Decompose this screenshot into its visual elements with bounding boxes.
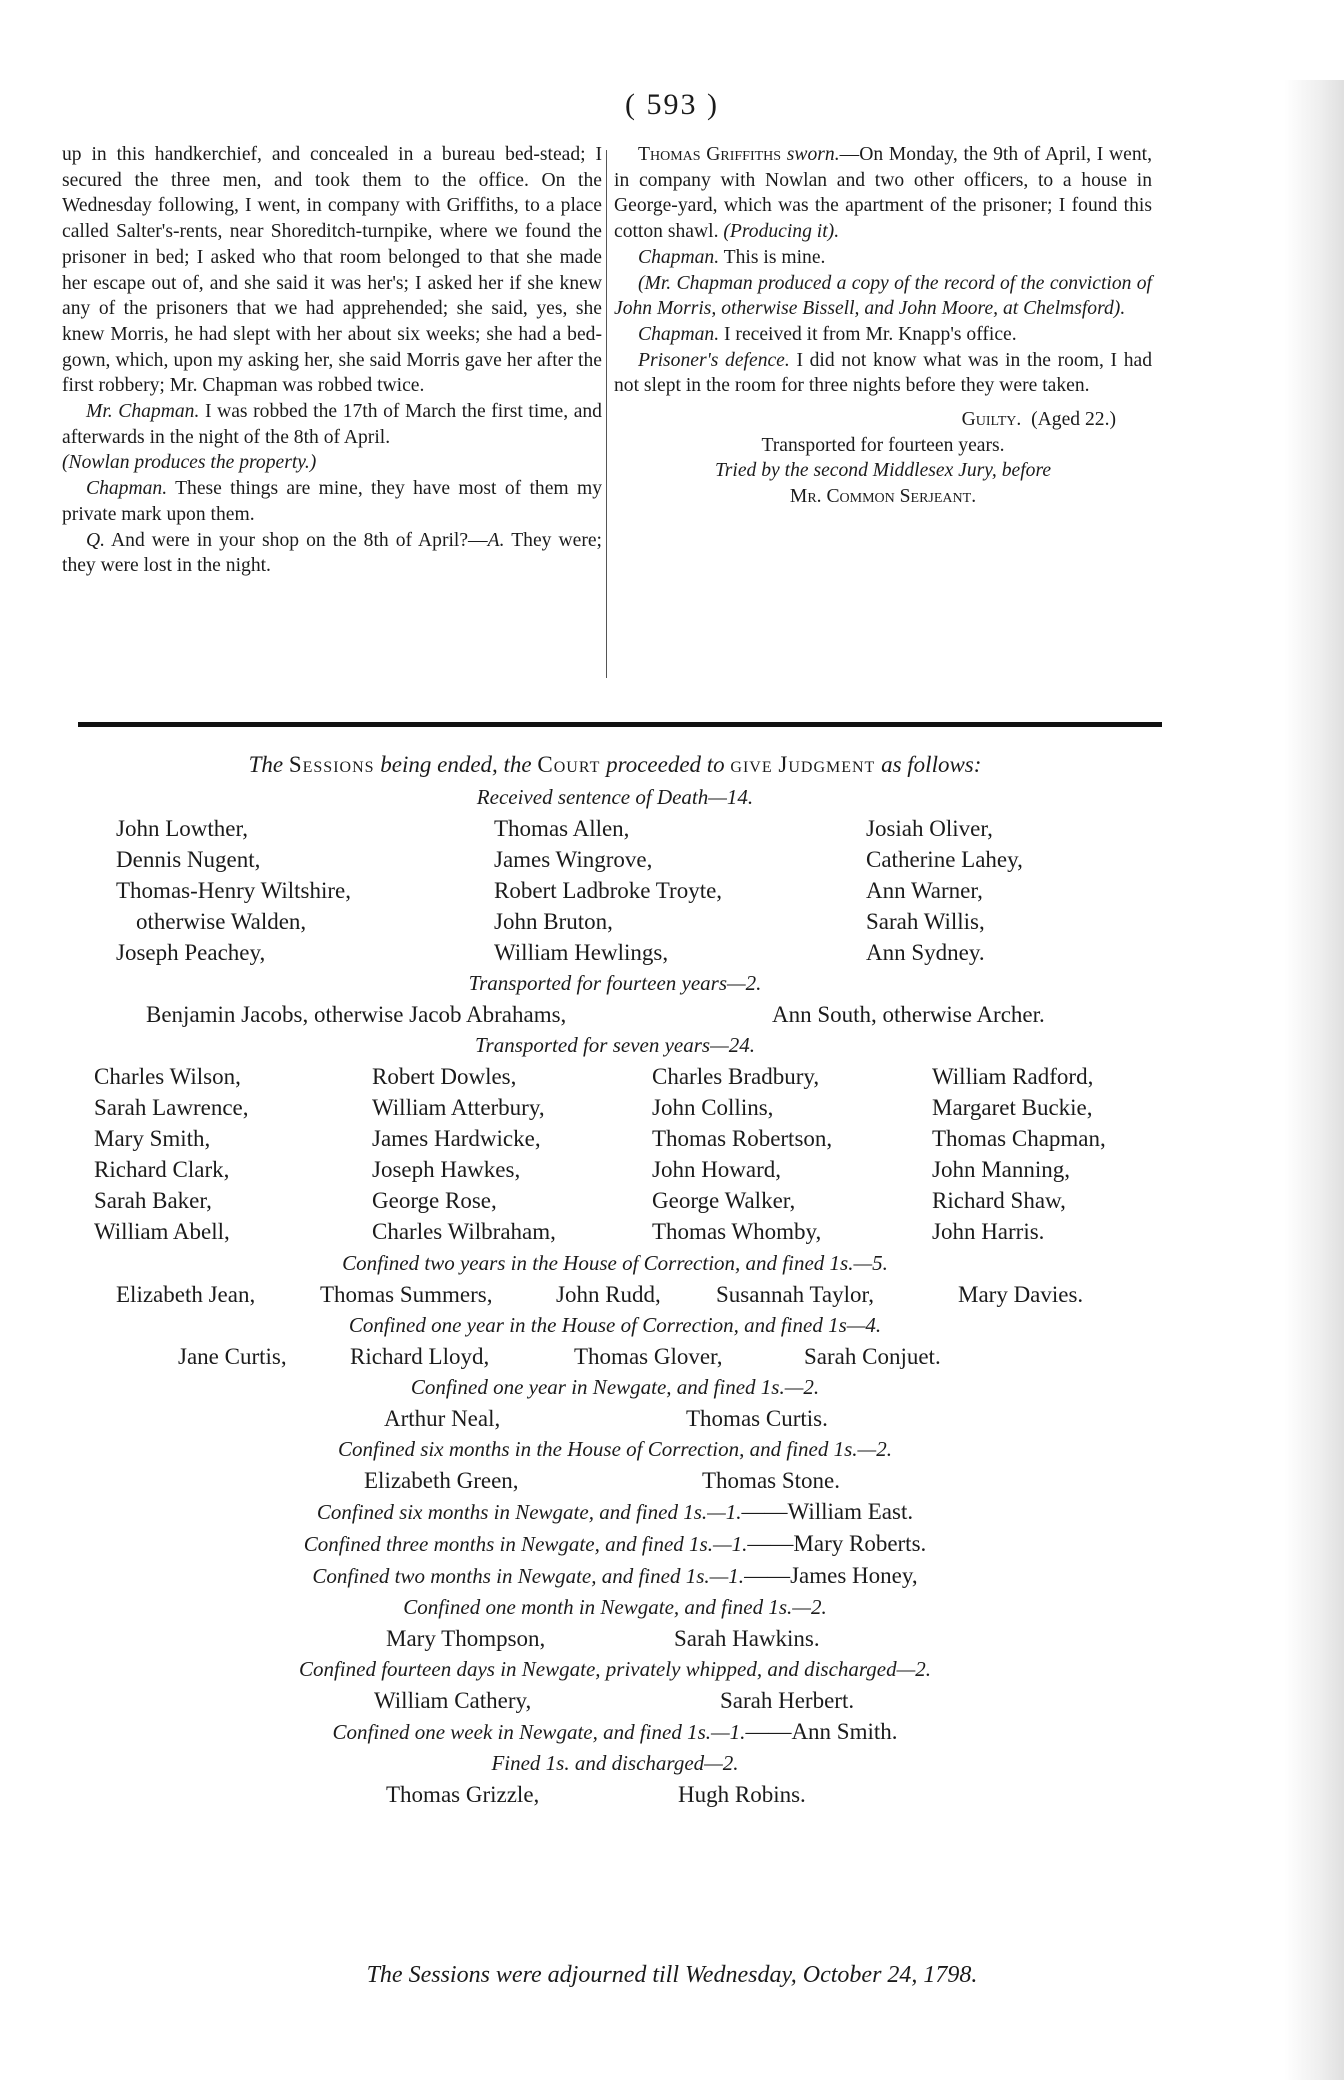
name: John Rudd,: [556, 1282, 661, 1307]
one-year-newgate-label: Confined one year in Newgate, and fined 1s.—2.: [410, 1375, 820, 1399]
name: James Wingrove,: [494, 847, 653, 872]
name: Joseph Hawkes,: [372, 1157, 521, 1182]
three-months-newgate-line: Confined three months in Newgate, and fined 1s.—1.——Mary Roberts.: [303, 1531, 927, 1556]
six-months-correction-names: [60, 1465, 1170, 1496]
name: Elizabeth Jean,: [116, 1282, 256, 1307]
name: Thomas-Henry Wiltshire,: [116, 878, 351, 903]
judgment-heading: The Sessions being ended, the Court proceeded to give Judgment as follows:: [248, 752, 982, 777]
name: William Radford,: [932, 1064, 1094, 1089]
section-divider: [78, 722, 1162, 727]
chapman-statement: [62, 476, 602, 527]
name-column: [652, 1061, 832, 1247]
name: Thomas Allen,: [494, 816, 630, 841]
transported-7-label: Transported for seven years—24.: [475, 1033, 755, 1057]
statement-text: I was robbed the 17th of March the first time, and afterwards in the night of the 8th of April.: [62, 401, 602, 448]
page-number: ( 593 ): [625, 88, 719, 121]
fourteen-days-names: [60, 1685, 1170, 1716]
column-divider: [606, 150, 607, 678]
name: Jane Curtis,: [178, 1344, 287, 1369]
left-column: [62, 142, 602, 579]
one-month-newgate-label: Confined one month in Newgate, and fined 1s.—2.: [403, 1595, 827, 1619]
name: Charles Wilson,: [94, 1064, 241, 1089]
prisoner-defence: Prisoner's defence. I did not know what was in the room, I had not slept in the room for three nights before they were taken.: [614, 349, 1152, 397]
one-week-newgate-line: Confined one week in Newgate, and fined 1s.—1.——Ann Smith.: [332, 1719, 898, 1744]
name: otherwise Walden,: [136, 909, 307, 934]
name: Thomas Summers,: [320, 1282, 493, 1307]
judge: Mr. Common Serjeant.: [789, 486, 977, 508]
sentence: Transported for fourteen years.: [761, 434, 1005, 456]
name: George Rose,: [372, 1188, 497, 1213]
name: William Hewlings,: [494, 940, 669, 965]
name: John Manning,: [932, 1157, 1070, 1182]
chapman-statement: Chapman. This is mine.: [638, 246, 826, 268]
adjournment-note: The Sessions were adjourned till Wednesday, October 24, 1798.: [366, 1962, 978, 1988]
two-years-correction-label: Confined two years in the House of Correction, and fined 1s.—5.: [342, 1251, 888, 1275]
tried-by: Tried by the second Middlesex Jury, before: [714, 460, 1052, 482]
speaker: Chapman.: [86, 478, 168, 500]
age: (Aged 22.): [1031, 409, 1116, 431]
name-column: [116, 813, 351, 968]
name: Hugh Robins.: [678, 1782, 806, 1807]
griffiths-testimony: Thomas Griffiths sworn.—On Monday, the 9th of April, I went, in company with Nowlan and two other officers, to a house in George-yard, which was the apartment of the prisoner; I found this cotton shawl. (Producing it).: [614, 144, 1153, 243]
speaker: A.: [487, 529, 505, 551]
speaker: Mr. Chapman.: [86, 401, 200, 423]
name: Elizabeth Green,: [364, 1468, 519, 1493]
name: Sarah Willis,: [866, 909, 985, 934]
one-year-correction-names: [60, 1341, 1170, 1372]
fined-discharged-label: Fined 1s. and discharged—2.: [491, 1751, 739, 1775]
name: Susannah Taylor,: [716, 1282, 875, 1307]
name: Sarah Lawrence,: [94, 1095, 249, 1120]
name: ——William East.: [741, 1499, 914, 1524]
name-column: [932, 1061, 1106, 1247]
name: Mary Thompson,: [386, 1626, 546, 1651]
right-column: [614, 142, 1152, 510]
name: Dennis Nugent,: [116, 847, 261, 872]
name: Sarah Hawkins.: [674, 1626, 820, 1651]
name: George Walker,: [652, 1188, 796, 1213]
name: ——Mary Roberts.: [747, 1531, 927, 1556]
statement-text: These things are mine, they have most of them my private mark upon them.: [62, 478, 602, 525]
name: James Hardwicke,: [372, 1126, 541, 1151]
name: Benjamin Jacobs, otherwise Jacob Abrahams,: [146, 1002, 567, 1027]
name: Thomas Glover,: [574, 1344, 723, 1369]
name: Mary Davies.: [958, 1282, 1084, 1307]
name-column: [372, 1061, 556, 1247]
question-answer: Q. And were in your shop on the 8th of April?—A. They were; they were lost in the night.: [62, 529, 602, 577]
transported-14-label: Transported for fourteen years—2.: [468, 971, 762, 995]
name: Thomas Whomby,: [652, 1219, 822, 1244]
name: Charles Bradbury,: [652, 1064, 820, 1089]
name: William Cathery,: [374, 1688, 532, 1713]
name: William Atterbury,: [372, 1095, 545, 1120]
name: Joseph Peachey,: [116, 940, 266, 965]
name: Thomas Grizzle,: [386, 1782, 540, 1807]
name: John Lowther,: [116, 816, 248, 841]
fourteen-days-label: Confined fourteen days in Newgate, privately whipped, and discharged—2.: [298, 1657, 932, 1681]
name-column: [94, 1061, 249, 1247]
name: Charles Wilbraham,: [372, 1219, 556, 1244]
name: Arthur Neal,: [384, 1406, 501, 1431]
death-names: [60, 813, 1170, 968]
name: John Bruton,: [494, 909, 613, 934]
name: Richard Clark,: [94, 1157, 230, 1182]
speaker: Chapman.: [638, 246, 720, 268]
speaker: Prisoner's defence.: [638, 349, 790, 371]
page-edge-shadow: [1284, 80, 1344, 2080]
name: Thomas Chapman,: [932, 1126, 1106, 1151]
judgment-section: [60, 752, 1170, 1810]
name: William Abell,: [94, 1219, 230, 1244]
transported-14-names: [60, 999, 1170, 1030]
name: Sarah Herbert.: [720, 1688, 855, 1713]
verdict: Guilty. (Aged 22.): [961, 409, 1116, 431]
one-year-correction-label: Confined one year in the House of Correction, and fined 1s—4.: [348, 1313, 882, 1337]
name-column: [494, 813, 722, 968]
name: ——Ann Smith.: [745, 1719, 898, 1744]
one-year-newgate-names: [60, 1403, 1170, 1434]
name: Mary Smith,: [94, 1126, 211, 1151]
six-months-correction-label: Confined six months in the House of Correction, and fined 1s.—2.: [338, 1437, 892, 1461]
name: Catherine Lahey,: [866, 847, 1023, 872]
name: Robert Dowles,: [372, 1064, 517, 1089]
two-months-newgate-line: Confined two months in Newgate, and fined 1s.—1.——James Honey,: [312, 1563, 918, 1588]
chapman-statement: Chapman. I received it from Mr. Knapp's office.: [638, 323, 1017, 345]
name: Ann Sydney.: [866, 940, 985, 965]
name: Ann Warner,: [866, 878, 983, 903]
six-months-newgate-line: Confined six months in Newgate, and fined 1s.—1.——William East.: [316, 1499, 914, 1524]
name: Josiah Oliver,: [866, 816, 993, 841]
one-month-newgate-names: [60, 1623, 1170, 1654]
two-years-correction-names: [60, 1279, 1170, 1310]
name-column: [866, 813, 1023, 968]
speaker: Q.: [86, 529, 106, 551]
name: Sarah Conjuet.: [804, 1344, 941, 1369]
name: John Harris.: [932, 1219, 1045, 1244]
name: Thomas Stone.: [702, 1468, 840, 1493]
witness-name: Thomas Griffiths: [638, 144, 782, 165]
name: John Collins,: [652, 1095, 774, 1120]
name: Richard Shaw,: [932, 1188, 1066, 1213]
name: Richard Lloyd,: [350, 1344, 490, 1369]
name: Robert Ladbroke Troyte,: [494, 878, 723, 903]
name: Ann South, otherwise Archer.: [772, 1002, 1045, 1027]
name: Thomas Robertson,: [652, 1126, 833, 1151]
testimony-paragraph: up in this handkerchief, and concealed in a bureau bed-stead; I secured the three men, and took them to the office. On the Wednesday following, I went, in company with Griffiths, to a place called Salter's-rents, near Shoreditch-turnpike, where we found the prisoner in bed; I asked who that room belonged to that she made her escape out of, and she said it was her's; I asked her if she knew any of the prisoners that we had apprehended; she said, yes, she knew Morris, he had slept with her about six weeks; she had a bed-gown, which, upon my asking her, she said Morris gave her after the first robbery; Mr. Chapman was robbed twice.: [62, 144, 602, 397]
chapman-statement: [62, 399, 602, 450]
stage-direction: (Nowlan produces the property.): [62, 452, 317, 474]
name: Sarah Baker,: [94, 1188, 212, 1213]
name: Margaret Buckie,: [932, 1095, 1093, 1120]
name: Thomas Curtis.: [686, 1406, 828, 1431]
death-sentence-label: Received sentence of Death—14.: [476, 785, 754, 809]
name: John Howard,: [652, 1157, 782, 1182]
transported-7-names: [60, 1061, 1170, 1248]
speaker: Chapman.: [638, 323, 720, 345]
fined-discharged-names: [60, 1779, 1170, 1810]
record-note: (Mr. Chapman produced a copy of the record of the conviction of John Morris, otherwise Bissell, and John Moore, at Chelmsford).: [614, 272, 1152, 320]
name: ——James Honey,: [744, 1563, 918, 1588]
